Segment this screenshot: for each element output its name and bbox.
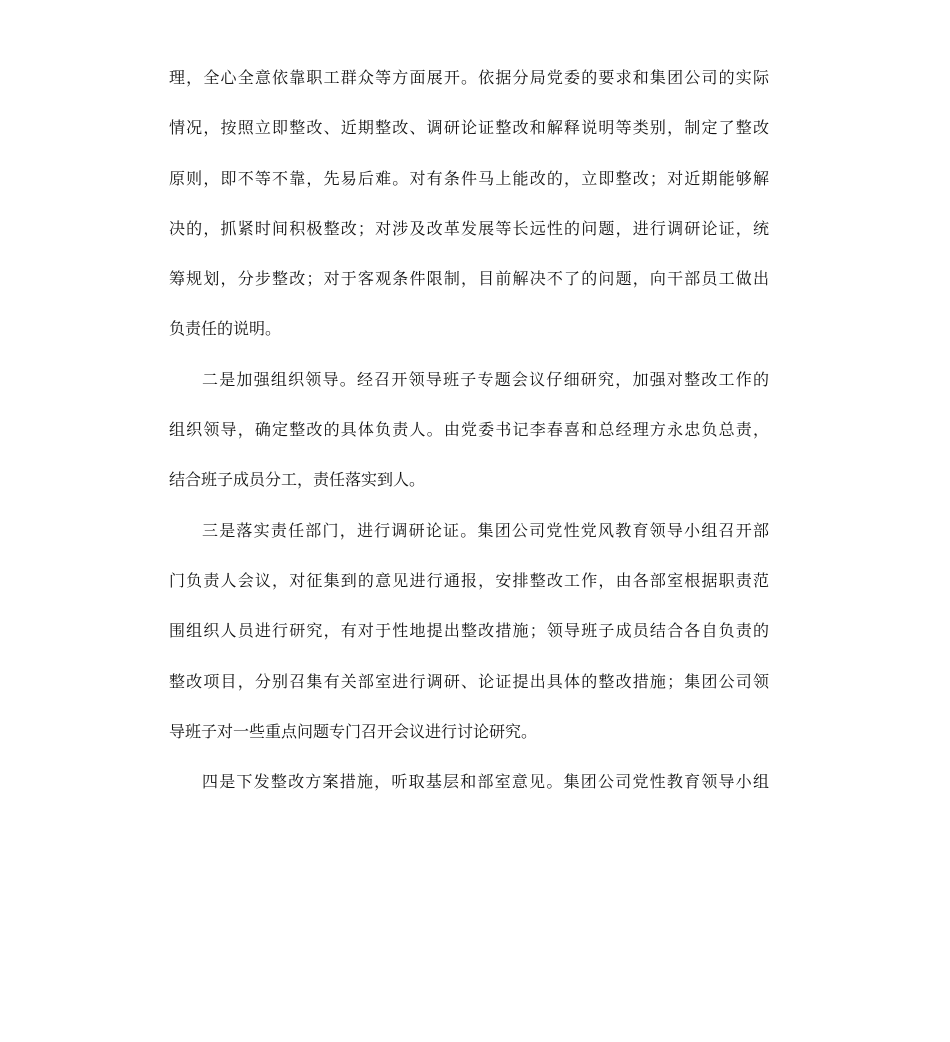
text-line: 理，全心全意依靠职工群众等方面展开。依据分局党委的要求和集团公司的实际 <box>169 68 769 87</box>
paragraph-start: 三是落实责任部门，进行调研论证。集团公司党性党风教育领导小组召开部 <box>202 520 769 540</box>
paragraph-start: 二是加强组织领导。经召开领导班子专题会议仔细研究，加强对整改工作的 <box>202 369 769 389</box>
text-line: 决的，抓紧时间积极整改；对涉及改革发展等长远性的问题，进行调研论证，统 <box>169 218 769 238</box>
text-line: 围组织人员进行研究，有对于性地提出整改措施；领导班子成员结合各自负责的 <box>169 621 769 641</box>
paragraph-start: 四是下发整改方案措施，听取基层和部室意见。集团公司党性教育领导小组 <box>202 772 769 792</box>
text-line: 筹规划，分步整改；对于客观条件限制，目前解决不了的问题，向干部员工做出 <box>169 269 769 289</box>
text-line: 情况，按照立即整改、近期整改、调研论证整改和解释说明等类别，制定了整改 <box>169 118 769 138</box>
document-body <box>169 62 769 816</box>
text-line: 导班子对一些重点问题专门召开会议进行讨论研究。 <box>169 721 538 741</box>
text-line: 门负责人会议，对征集到的意见进行通报，安排整改工作，由各部室根据职责范 <box>169 570 769 590</box>
text-line: 原则，即不等不靠，先易后难。对有条件马上能改的，立即整改；对近期能够解 <box>169 168 769 188</box>
text-line: 负责任的说明。 <box>169 319 282 339</box>
text-line: 组织领导，确定整改的具体负责人。由党委书记李春喜和总经理方永忠负总责， <box>169 420 769 440</box>
text-line: 整改项目，分别召集有关部室进行调研、论证提出具体的整改措施；集团公司领 <box>169 671 769 691</box>
text-line: 结合班子成员分工，责任落实到人。 <box>169 470 426 490</box>
